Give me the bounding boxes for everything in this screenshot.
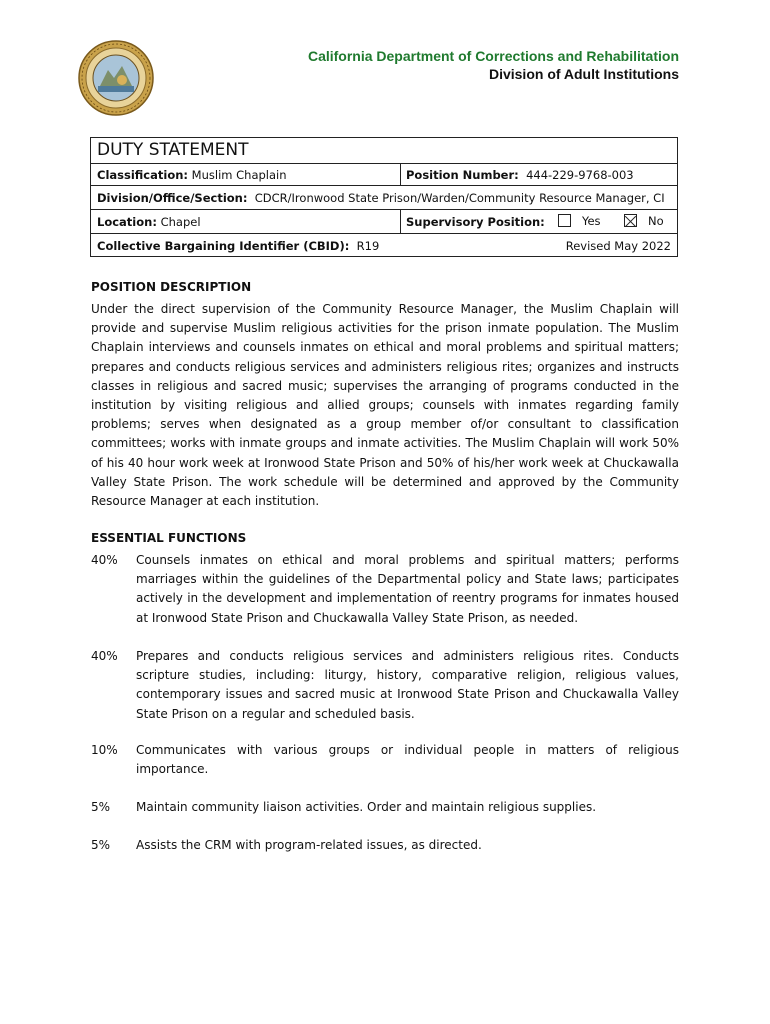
cbid-value: R19 [356, 239, 380, 253]
essential-functions-heading: ESSENTIAL FUNCTIONS [91, 531, 247, 545]
state-seal-logo [78, 40, 154, 116]
function-percent: 5% [91, 838, 111, 852]
division-value: CDCR/Ironwood State Prison/Warden/Community Resource Manager, CI [254, 191, 665, 205]
function-description: Prepares and conducts religious services and administers religious rites. Conducts scripture studies, including: liturgy, history, comparative religion, religious values, contemporary issues and sacred music at Ironwood State Prison and Chuckawalla Valley State Prison on a regular and scheduled basis. [136, 649, 679, 721]
supervisory-no-option[interactable]: No [624, 214, 664, 228]
duty-statement-table [90, 137, 678, 257]
department-name: California Department of Corrections and Rehabilitation [307, 48, 679, 64]
classification-value: Muslim Chaplain [191, 168, 287, 182]
division-name: Division of Adult Institutions [488, 66, 679, 82]
no-checkbox-checked[interactable] [624, 214, 637, 227]
function-description: Assists the CRM with program-related issues, as directed. [136, 838, 482, 852]
function-percent: 40% [91, 649, 118, 663]
function-percent: 10% [91, 743, 118, 757]
position-number-field: Position Number: 444-229-9768-003 [406, 168, 634, 182]
classification-field: Classification: Muslim Chaplain [97, 168, 287, 182]
function-description: Counsels inmates on ethical and moral problems and spiritual matters; performs marriages within the guidelines of the Departmental policy and State laws; participates actively in the development and implementation of reentry programs for inmates housed at Ironwood State Prison and Chuckawalla Valley State Prison, as needed. [136, 553, 679, 625]
function-percent: 40% [91, 553, 118, 567]
duty-statement-title: DUTY STATEMENT [97, 140, 249, 160]
location-field: Location: Chapel [97, 215, 201, 229]
supervisory-position-label: Supervisory Position: [406, 215, 545, 229]
function-description: Communicates with various groups or individual people in matters of religious importance. [136, 743, 679, 777]
position-description-text: Under the direct supervision of the Community Resource Manager, the Muslim Chaplain will provide and supervise Muslim religious activities for the prison inmate population. The Muslim Chaplain interviews and counsels inmates on ethical and moral problems and spiritual matters; prepares and conducts religious services and administers religious rites; organizes and instructs classes in religious and sacred music; supervises the arranging of programs conducted in the institution by visiting religious and allied groups; counsels with inmates regarding family problems; serves when designated as a group member of/or consultant to classification committees; works with inmate groups and inmate activities. The Muslim Chaplain will work 50% of his 40 hour work week at Ironwood State Prison and 50% of his/her work week at Chuckawalla Valley State Prison. The work schedule will be determined and approved by the Community Resource Manager at each institution. [91, 302, 679, 509]
cbid-field: Collective Bargaining Identifier (CBID): R19 [97, 239, 380, 253]
yes-checkbox[interactable] [558, 214, 571, 227]
revised-date: Revised May 2022 [565, 239, 671, 253]
division-field: Division/Office/Section: CDCR/Ironwood State Prison/Warden/Community Resource Manager, CI [97, 191, 665, 205]
function-description: Maintain community liaison activities. Order and maintain religious supplies. [136, 800, 597, 814]
location-value: Chapel [160, 215, 201, 229]
agency-header [308, 47, 679, 83]
position-description-heading: POSITION DESCRIPTION [91, 280, 252, 294]
supervisory-yes-option[interactable]: Yes [558, 214, 601, 228]
function-percent: 5% [91, 800, 111, 814]
position-number-value: 444-229-9768-003 [526, 168, 634, 182]
